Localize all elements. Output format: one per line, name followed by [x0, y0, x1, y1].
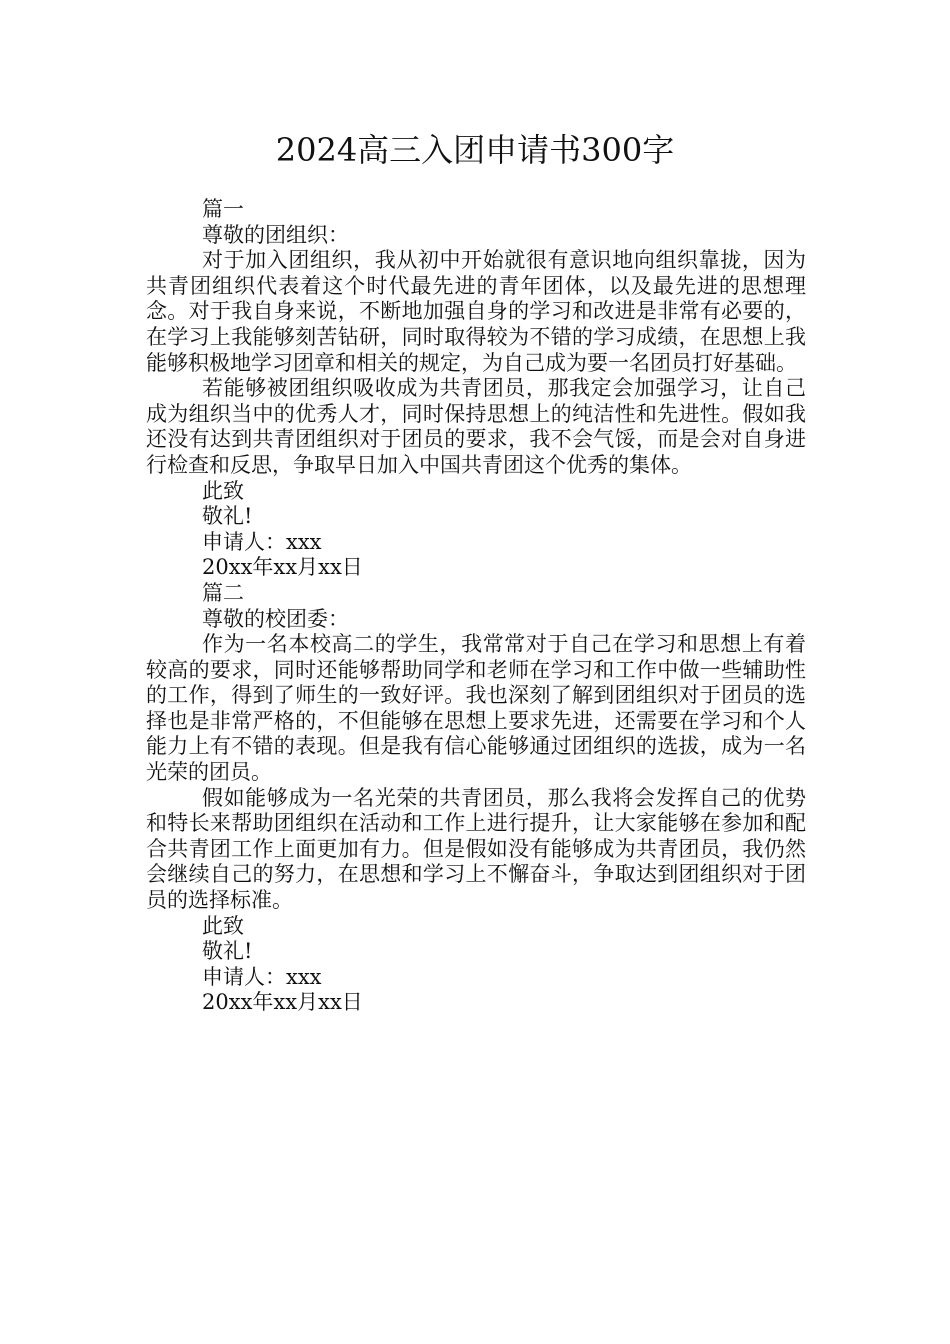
- part2-closing-1: 此致: [202, 913, 244, 938]
- part2-paragraph-2: 假如能够成为一名光荣的共青团员，那么我将会发挥自己的优势和特长来帮助团组织在活动和工作上进行提升，让大家能够在参加和配合共青团工作上面更加有力。但是假如没有能够成为共青团员，我仍然会继续自己的努力，在思想和学习上不懈奋斗，争取达到团组织对于团员的选择标准。: [146, 785, 806, 913]
- document-body: [146, 197, 806, 1016]
- part1-closing-2: 敬礼!: [202, 504, 253, 529]
- part2-heading: 篇二: [202, 580, 244, 605]
- part1-paragraph-1: 对于加入团组织，我从初中开始就很有意识地向组织靠拢，因为共青团组织代表着这个时代最先进的青年团体，以及最先进的思想理念。对于我自身来说，不断地加强自身的学习和改进是非常有必要的，在学习上我能够刻苦钻研，同时取得较为不错的学习成绩，在思想上我能够积极地学习团章和相关的规定，为自己成为要一名团员打好基础。: [146, 248, 806, 375]
- part2-paragraph-1: 作为一名本校高二的学生，我常常对于自己在学习和思想上有着较高的要求，同时还能够帮助同学和老师在学习和工作中做一些辅助性的工作，得到了师生的一致好评。我也深刻了解到团组织对于团员的选择也是非常严格的，不但能够在思想上要求先进，还需要在学习和个人能力上有不错的表现。但是我有信心能够通过团组织的选拔，成为一名光荣的团员。: [146, 632, 806, 785]
- part1-applicant: 申请人：xxx: [202, 529, 322, 554]
- part1-paragraph-2: 若能够被团组织吸收成为共青团员，那我定会加强学习，让自己成为组织当中的优秀人才，同时保持思想上的纯洁性和先进性。假如我还没有达到共青团组织对于团员的要求，我不会气馁，而是会对自身进行检查和反思，争取早日加入中国共青团这个优秀的集体。: [146, 376, 806, 477]
- part2-applicant: 申请人：xxx: [202, 964, 322, 989]
- part2-salutation: 尊敬的校团委：: [202, 606, 349, 631]
- part2-closing-2: 敬礼!: [202, 939, 253, 964]
- part2-date: 20xx年xx月xx日: [202, 990, 363, 1015]
- part1-closing-1: 此致: [202, 478, 244, 503]
- part1-salutation: 尊敬的团组织：: [202, 222, 349, 247]
- document-title: 2024高三入团申请书300字: [275, 131, 675, 169]
- part1-date: 20xx年xx月xx日: [202, 555, 363, 580]
- part1-heading: 篇一: [202, 197, 244, 221]
